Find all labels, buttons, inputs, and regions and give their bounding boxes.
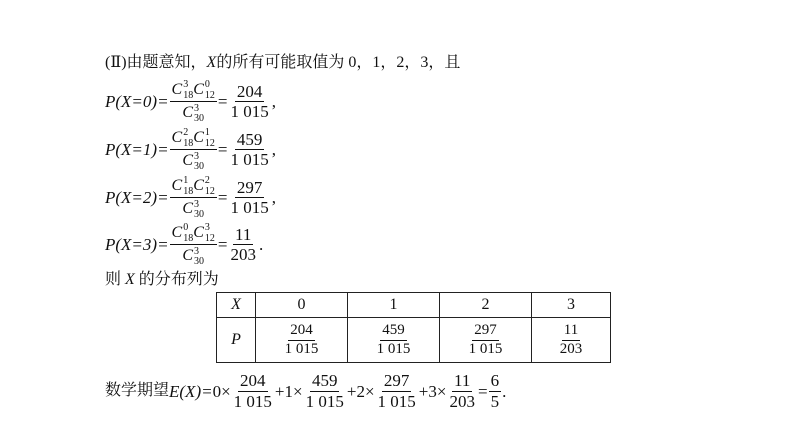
- value-fraction: $\frac{459}{1 015}$: [230, 129, 269, 170]
- comb-fraction: C 2 18 C 1 12 C 3 30: [171, 127, 215, 173]
- term-fraction: $\frac{11}{203}$: [449, 371, 475, 411]
- prob-lhs: P(X=1)=: [105, 140, 169, 160]
- prob-end: ,: [271, 92, 276, 112]
- table-cell: $\frac{297}{1 015}$: [440, 318, 532, 363]
- distribution-caption: 则 X 的分布列为: [105, 271, 219, 288]
- term-fraction: $\frac{459}{1 015}$: [305, 371, 344, 411]
- intro-line: [105, 55, 460, 71]
- intro-suffix: 的所有可能取值为 0，1，2，3，且: [216, 54, 461, 71]
- table-header-cell: 1: [348, 293, 440, 318]
- distribution-table: [216, 292, 611, 363]
- prob-line-1: P(X=1)= C 2 18 C 1 12 C 3 30 = $\frac{459}{1 015}$ ,: [105, 127, 276, 173]
- table-header-cell: 0: [256, 293, 348, 318]
- table-row-label: P: [217, 318, 256, 363]
- table-cell: $\frac{204}{1 015}$: [256, 318, 348, 363]
- term-fraction: $\frac{297}{1 015}$: [377, 371, 416, 411]
- term-fraction: $\frac{204}{1 015}$: [233, 371, 272, 411]
- table-header-row: [217, 293, 611, 318]
- comb-fraction: C 3 18 C 0 12 C 3 30: [171, 79, 215, 125]
- result-fraction: $\frac{6}{5}$: [490, 371, 500, 411]
- expectation-lhs: E(X)=: [169, 381, 213, 401]
- prob-lhs: P(X=3)=: [105, 235, 169, 255]
- expectation-line: 数学期望 E(X)= 0× $\frac{204}{1 015}$ + 1× $\frac{459}{1 015}$ + 2× $\frac{297}{1 015}$ + 3× $\frac{11}{203}$ = $\frac{6}{5}$ .: [105, 371, 507, 411]
- comb-fraction: C 1 18 C 2 12 C 3 30: [171, 175, 215, 221]
- table-header-cell: 2: [440, 293, 532, 318]
- prob-end: .: [258, 235, 264, 255]
- expectation-prefix: 数学期望: [105, 382, 170, 400]
- prob-line-3: P(X=3)= C 0 18 C 3 12 C 3 30 = $\frac{11}{203}$ .: [105, 222, 264, 268]
- table-header-cell: 3: [532, 293, 611, 318]
- prob-lhs: P(X=0)=: [105, 92, 169, 112]
- prob-line-2: P(X=2)= C 1 18 C 2 12 C 3 30 = $\frac{297}{1 015}$ ,: [105, 175, 276, 221]
- value-fraction: $\frac{11}{203}$: [230, 224, 256, 265]
- value-fraction: $\frac{204}{1 015}$: [230, 81, 269, 122]
- intro-var: X: [206, 54, 217, 71]
- table-header-cell: X: [217, 293, 256, 318]
- table-cell: $\frac{11}{203}$: [532, 318, 611, 363]
- comb-fraction: C 0 18 C 3 12 C 3 30: [171, 222, 215, 268]
- prob-lhs: P(X=2)=: [105, 188, 169, 208]
- table-row: [217, 318, 611, 363]
- prob-end: ,: [271, 140, 276, 160]
- value-fraction: $\frac{297}{1 015}$: [230, 177, 269, 218]
- intro-prefix: (Ⅱ)由题意知，: [105, 54, 207, 71]
- prob-end: ,: [271, 188, 276, 208]
- prob-line-0: P(X=0)= C 3 18 C 0 12 C 3 30 = $\frac{204}{1 015}$ ,: [105, 79, 276, 125]
- table-cell: $\frac{459}{1 015}$: [348, 318, 440, 363]
